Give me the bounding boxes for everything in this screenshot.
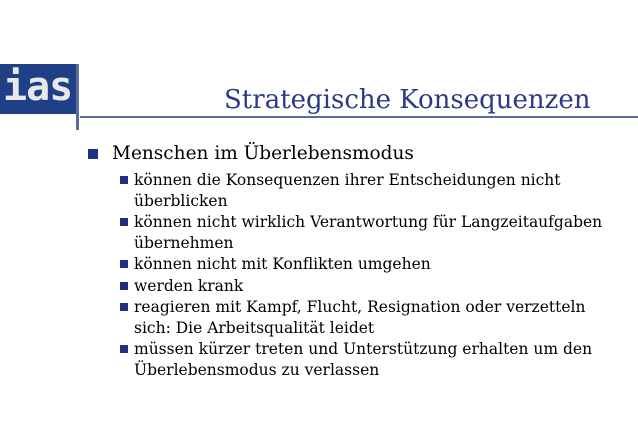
list-item	[120, 170, 620, 211]
square-bullet-icon	[120, 176, 128, 184]
square-bullet-icon	[120, 218, 128, 226]
list-item-label: reagieren mit Kampf, Flucht, Resignation oder verzetteln sich: Die Arbeitsqualität leidet	[134, 298, 586, 337]
list-item-label: werden krank	[134, 276, 244, 295]
list-item	[120, 212, 620, 253]
square-bullet-icon	[88, 149, 98, 159]
slide-title: Strategische Konsequenzen	[224, 85, 591, 115]
main-bullet-label: Menschen im Überlebensmodus	[112, 143, 414, 164]
list-item	[120, 339, 620, 380]
list-item-label: können nicht mit Konflikten umgehen	[134, 255, 431, 273]
list-item	[120, 276, 620, 297]
list-item-label: können nicht wirklich Verantwortung für Langzeitaufgaben übernehmen	[134, 213, 603, 252]
square-bullet-icon	[120, 345, 128, 353]
square-bullet-icon	[120, 303, 128, 311]
header-horizontal-rule	[80, 116, 638, 118]
square-bullet-icon	[120, 260, 128, 268]
ias-logo: ias	[3, 64, 73, 110]
square-bullet-icon	[120, 282, 128, 290]
sub-bullet-list	[120, 170, 620, 381]
list-item	[120, 297, 620, 338]
list-item-label: müssen kürzer treten und Unterstützung erhalten um den Überlebensmodus zu verlassen	[134, 340, 593, 379]
header-vertical-rule	[76, 64, 79, 130]
list-item-label: können die Konsequenzen ihrer Entscheidungen nicht überblicken	[134, 171, 561, 210]
list-item	[120, 254, 620, 275]
